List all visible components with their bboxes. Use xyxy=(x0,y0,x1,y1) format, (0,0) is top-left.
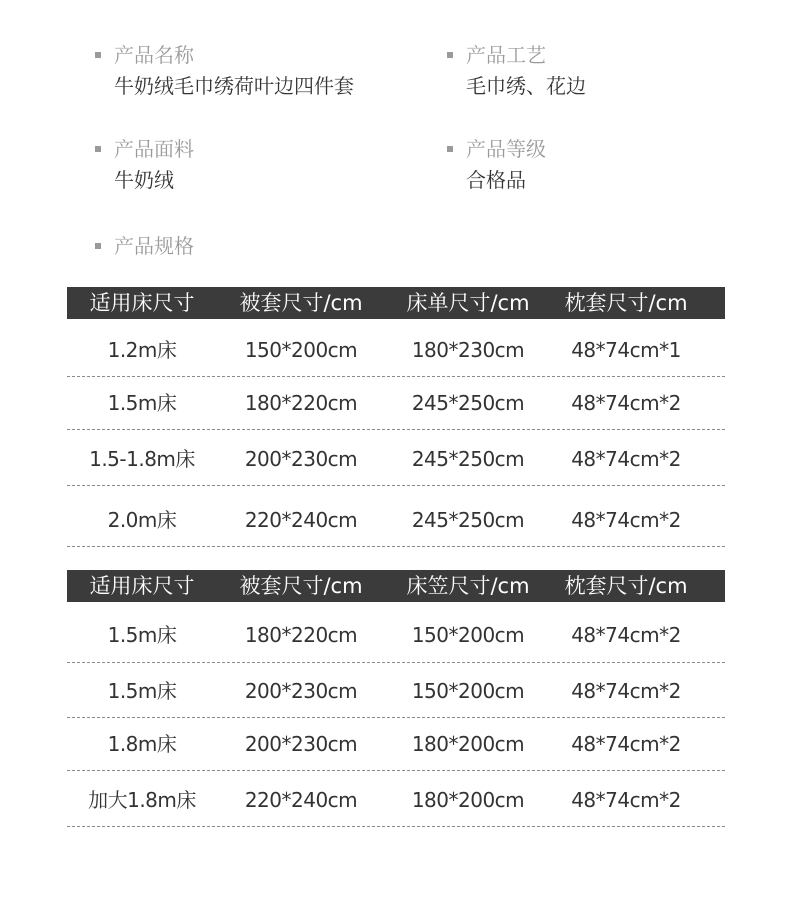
table-cell: 1.5m床 xyxy=(107,623,177,647)
table-cell: 150*200cm xyxy=(411,679,525,703)
bullet-icon xyxy=(447,52,453,58)
table-cell: 1.8m床 xyxy=(107,732,177,756)
table-cell: 加大1.8m床 xyxy=(88,788,196,812)
table-cell: 48*74cm*2 xyxy=(571,391,681,415)
column-header: 被套尺寸/cm xyxy=(239,291,363,315)
table-cell: 180*220cm xyxy=(244,623,358,647)
table-cell: 180*200cm xyxy=(411,788,525,812)
table-cell: 1.5-1.8m床 xyxy=(89,447,195,471)
table-cell: 48*74cm*2 xyxy=(571,623,681,647)
bullet-icon xyxy=(95,243,101,249)
bullet-icon xyxy=(447,146,453,152)
table-cell: 48*74cm*2 xyxy=(571,508,681,532)
table-cell: 180*200cm xyxy=(411,732,525,756)
column-header: 床单尺寸/cm xyxy=(406,291,530,315)
table-cell: 245*250cm xyxy=(411,391,525,415)
table-cell: 48*74cm*2 xyxy=(571,732,681,756)
table-cell: 200*230cm xyxy=(244,679,358,703)
attr-label: 产品名称 xyxy=(114,43,194,67)
table-cell: 48*74cm*1 xyxy=(571,338,681,362)
table-cell: 220*240cm xyxy=(244,508,358,532)
column-header: 适用床尺寸 xyxy=(89,574,195,598)
column-header: 床笠尺寸/cm xyxy=(406,574,530,598)
column-header: 适用床尺寸 xyxy=(89,291,195,315)
table-row xyxy=(67,602,725,663)
attr-label: 产品工艺 xyxy=(466,43,546,67)
table-cell: 48*74cm*2 xyxy=(571,679,681,703)
attr-value: 牛奶绒毛巾绣荷叶边四件套 xyxy=(114,74,354,98)
table-cell: 180*220cm xyxy=(244,391,358,415)
table-cell: 200*230cm xyxy=(244,732,358,756)
table-header xyxy=(67,570,725,602)
table-row xyxy=(67,430,725,486)
table-row xyxy=(67,771,725,827)
bullet-icon xyxy=(95,52,101,58)
column-header: 被套尺寸/cm xyxy=(239,574,363,598)
table-row xyxy=(67,718,725,771)
column-header: 枕套尺寸/cm xyxy=(564,291,688,315)
table-cell: 180*230cm xyxy=(411,338,525,362)
table-cell: 150*200cm xyxy=(244,338,358,362)
table-cell: 1.2m床 xyxy=(107,338,177,362)
column-header: 枕套尺寸/cm xyxy=(564,574,688,598)
attr-label: 产品等级 xyxy=(466,137,546,161)
attr-value: 毛巾绣、花边 xyxy=(466,74,586,98)
table-row xyxy=(67,663,725,718)
attr-value: 牛奶绒 xyxy=(114,168,174,192)
table-row xyxy=(67,319,725,377)
attr-label: 产品规格 xyxy=(114,234,194,258)
table-cell: 2.0m床 xyxy=(107,508,177,532)
table-header xyxy=(67,287,725,319)
table-cell: 48*74cm*2 xyxy=(571,788,681,812)
table-cell: 220*240cm xyxy=(244,788,358,812)
table-cell: 1.5m床 xyxy=(107,679,177,703)
table-cell: 245*250cm xyxy=(411,508,525,532)
table-cell: 150*200cm xyxy=(411,623,525,647)
table-cell: 48*74cm*2 xyxy=(571,447,681,471)
table-row xyxy=(67,377,725,430)
table-cell: 1.5m床 xyxy=(107,391,177,415)
table-row xyxy=(67,486,725,547)
bullet-icon xyxy=(95,146,101,152)
table-cell: 200*230cm xyxy=(244,447,358,471)
attr-label: 产品面料 xyxy=(114,137,194,161)
attr-value: 合格品 xyxy=(466,168,526,192)
table-cell: 245*250cm xyxy=(411,447,525,471)
